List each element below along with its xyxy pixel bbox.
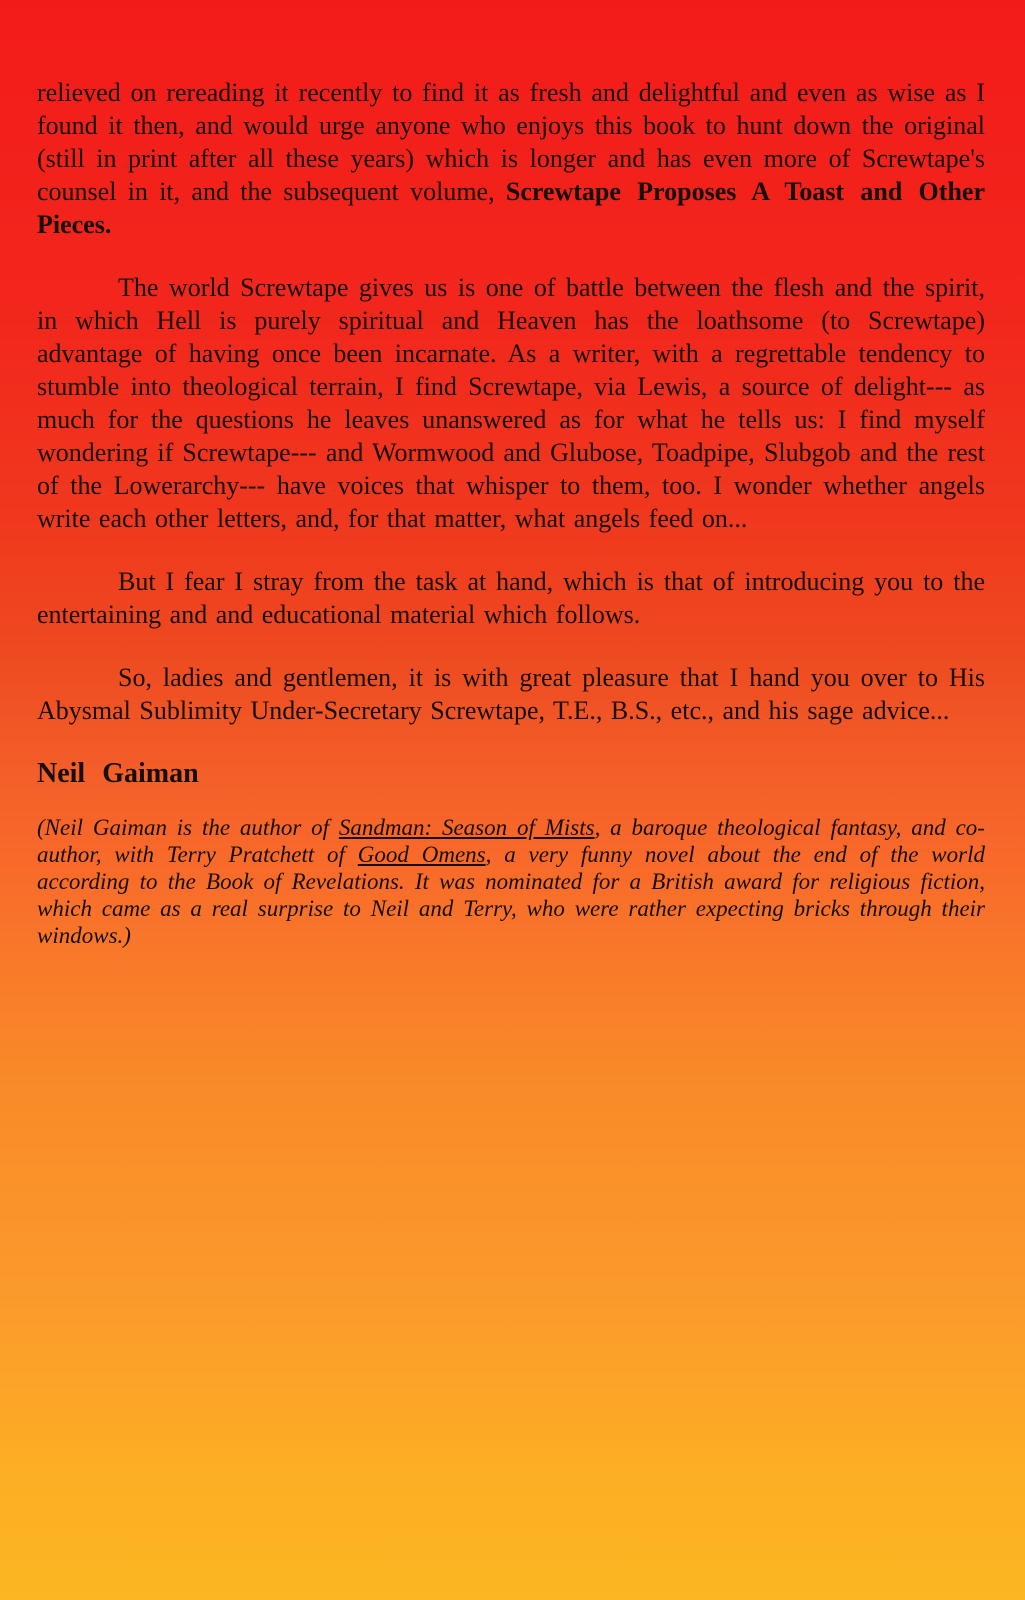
text-segment: (Neil Gaiman is the author of (37, 815, 339, 840)
intro-paragraph-continuation (37, 76, 985, 241)
paragraph-handover (37, 661, 985, 727)
author-name: Neil Gaiman (37, 758, 199, 789)
author-bio-note (37, 814, 985, 949)
page-text (37, 76, 985, 949)
text-segment: So, ladies and gentlemen, it is with great pleasure that I hand you over to His Abysmal Sublimity Under-Secretary Screwtape, T.E., B.S., etc., and his sage advice... (37, 663, 985, 725)
text-segment: The world Screwtape gives us is one of battle between the flesh and the spirit, in which Hell is purely spiritual and Heaven has the loathsome (to Screwtape) advantage of having once been incarnate. As a writer, with a regrettable tendency to stumble into theological terrain, I find Screwtape, via Lewis, a source of delight--- as much for the questions he leaves unanswered as for what he tells us: I find myself wondering if Screwtape--- and Wormwood and Glubose, Toadpipe, Slubgob and the rest of the Lowerarchy--- have voices that whisper to them, too. I wonder whether angels write each other letters, and, for that matter, what angels feed on... (37, 273, 985, 533)
book-title-sandman-season-of-mists: Sandman: Season of Mists (338, 815, 595, 840)
text-segment: relieved on rereading it recently to find it as fresh and delightful and even as wise as I found it then, and would urge anyone who enjoys this book to hunt down the original (still in print after all these years) which is longer and has even more of Screwtape's counsel in it, and the subsequent volume, (37, 78, 985, 206)
book-title-good-omens: Good Omens (357, 842, 486, 867)
author-signature (37, 757, 985, 790)
text-segment: But I fear I stray from the task at hand, which is that of introducing you to the entertaining and and educational material which follows. (37, 567, 985, 629)
text-segment: , a baroque theological fantasy, and co-author, with Terry Pratchett of (37, 815, 985, 867)
text-segment: , a very funny novel about the end of the world according to the Book of Revelations. It was nominated for a British award for religious fiction, which came as a real surprise to Neil and Terry, who were rather expecting bricks through their windows.) (37, 842, 985, 948)
paragraph-stray-from-task (37, 565, 985, 631)
paragraph-world-of-screwtape (37, 271, 985, 535)
book-title-screwtape-proposes-a-toast: Screwtape Proposes A Toast and Other Pieces. (37, 177, 985, 239)
